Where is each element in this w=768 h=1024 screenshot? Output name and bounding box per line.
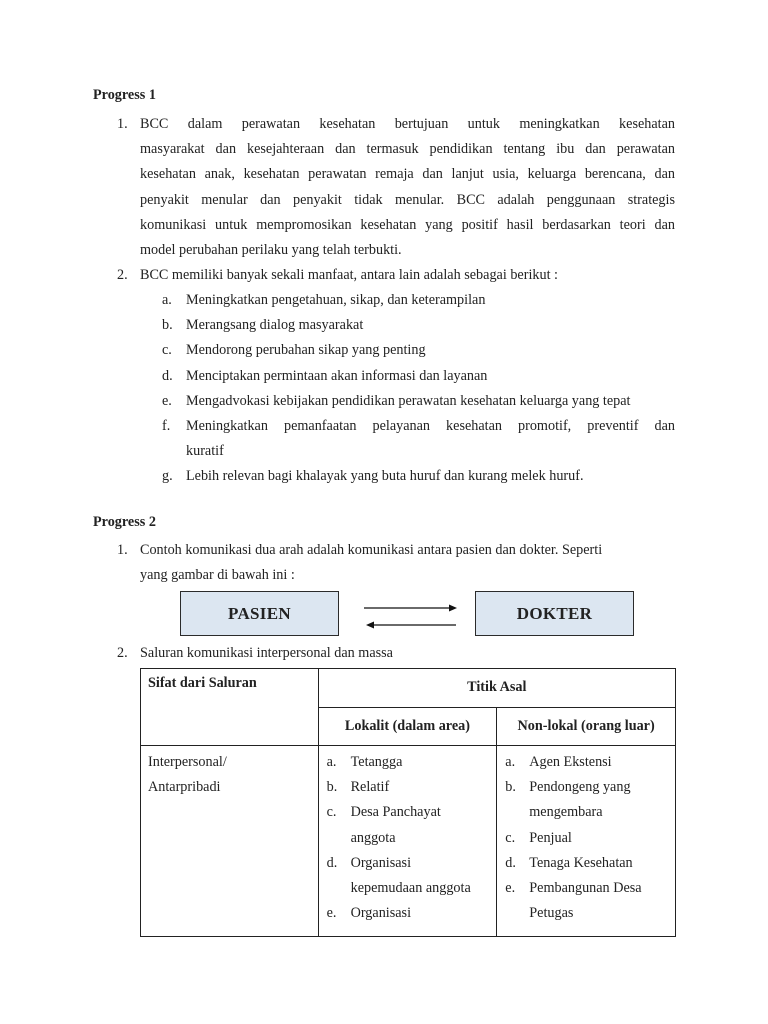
row-label-interpersonal — [141, 746, 319, 937]
row-label-line: Antarpribadi — [148, 779, 221, 796]
list-text: Organisasi — [350, 905, 412, 922]
pasien-box: PASIEN — [180, 591, 339, 636]
list-item — [327, 775, 497, 800]
list-item — [162, 313, 675, 338]
list-text — [186, 414, 675, 464]
p2-item1-number: 1. — [117, 542, 128, 558]
dokter-box: DOKTER — [475, 591, 634, 636]
list-marker: d. — [162, 367, 173, 384]
list-text: Petugas — [529, 905, 574, 922]
p1-item1-line: model perubahan perilaku yang telah terbukti. — [140, 242, 402, 259]
list-item — [327, 876, 497, 901]
p2-item1-line: Contoh komunikasi dua arah adalah komunikasi antara pasien dan dokter. Seperti — [140, 542, 603, 558]
p2-item1-line: yang gambar di bawah ini : — [140, 567, 295, 584]
list-marker — [505, 800, 529, 825]
list-text: Tenaga Kesehatan — [529, 854, 633, 871]
p1-item2-intro: BCC memiliki banyak sekali manfaat, antara lain adalah sebagai berikut : — [140, 267, 558, 283]
p1-item1-line: masyarakat dan kesejahteraan dan termasuk pendidikan tentang ibu dan perawatan — [140, 141, 675, 158]
list-text: Penjual — [529, 829, 572, 846]
header-titik-asal: Titik Asal — [318, 669, 675, 708]
progress-2-heading: Progress 2 — [93, 514, 156, 530]
p1-item1-line: kesehatan anak, kesehatan perawatan remaja dan lanjut usia, keluarga berencana, dan — [140, 166, 675, 183]
list-text: mengembara — [529, 804, 603, 821]
list-item — [505, 750, 675, 775]
list-item — [505, 826, 675, 851]
list-text: Mengadvokasi kebijakan pendidikan perawatan kesehatan keluarga yang tepat — [186, 392, 631, 409]
list-text: Menciptakan permintaan akan informasi dan layanan — [186, 367, 488, 384]
table-header-row — [141, 669, 676, 708]
list-marker: g. — [162, 468, 173, 485]
list-marker: b. — [505, 779, 516, 796]
list-item — [327, 851, 497, 876]
list-text-line: Meningkatkan pemanfaatan pelayanan kesehatan promotif, preventif dan — [186, 418, 675, 435]
p1-item1-line: BCC dalam perawatan kesehatan bertujuan untuk meningkatkan kesehatan — [140, 116, 675, 132]
list-marker: d. — [326, 854, 338, 871]
list-text: Pembangunan Desa — [529, 880, 642, 897]
arrow-right-icon — [364, 605, 457, 612]
channels-table — [140, 668, 676, 937]
list-marker: d. — [505, 854, 516, 871]
list-text: Mendorong perubahan sikap yang penting — [186, 342, 426, 359]
list-marker: c. — [326, 804, 337, 821]
list-item — [162, 364, 675, 389]
list-item — [505, 901, 675, 926]
list-text: anggota — [350, 829, 396, 846]
list-item — [327, 901, 497, 926]
list-item — [162, 414, 675, 464]
list-marker: e. — [505, 880, 516, 897]
list-text: Tetangga — [350, 754, 403, 770]
list-text: Desa Panchayat — [350, 804, 441, 821]
p1-item1-text — [140, 112, 675, 263]
list-marker: e. — [162, 392, 172, 409]
arrow-left-icon — [366, 622, 456, 629]
list-marker: b. — [326, 779, 338, 796]
p1-item1-line: penyakit menular dan penyakit tidak menular. BCC adalah penggunaan strategis — [140, 191, 675, 208]
list-marker: c. — [505, 829, 516, 846]
header-lokalit: Lokalit (dalam area) — [318, 707, 497, 746]
header-non-lokal: Non-lokal (orang luar) — [497, 707, 676, 746]
table-row — [141, 746, 676, 937]
list-item — [162, 389, 675, 414]
p2-item1-text — [140, 538, 675, 588]
list-item — [505, 800, 675, 825]
list-marker — [327, 876, 351, 901]
p1-item1-number: 1. — [117, 116, 128, 132]
list-marker: e. — [326, 905, 337, 922]
list-text: Lebih relevan bagi khalayak yang buta huruf dan kurang melek huruf. — [186, 468, 584, 485]
p1-item1-line: komunikasi untuk mempromosikan kesehatan yang positif hasil berdasarkan teori dan — [140, 216, 675, 233]
list-marker: a. — [505, 754, 516, 770]
list-item — [327, 826, 497, 851]
list-item — [505, 851, 675, 876]
list-item — [505, 876, 675, 901]
list-item — [162, 288, 675, 313]
row-label-line: Interpersonal/ — [148, 754, 227, 770]
list-item — [327, 800, 497, 825]
cell-non-lokal-list — [497, 746, 676, 937]
cell-lokalit-list — [318, 746, 497, 937]
header-sifat-saluran: Sifat dari Saluran — [141, 669, 319, 746]
list-text: Organisasi — [350, 854, 412, 871]
list-marker — [327, 826, 351, 851]
list-text: Pendongeng yang — [529, 779, 631, 796]
p1-benefits-list — [162, 288, 675, 490]
progress-1-heading: Progress 1 — [93, 87, 156, 103]
list-marker: a. — [326, 754, 337, 770]
list-item — [162, 464, 675, 489]
list-marker — [505, 901, 529, 926]
list-marker: b. — [162, 317, 173, 334]
list-text: Agen Ekstensi — [529, 754, 612, 770]
list-text: Relatif — [350, 779, 390, 796]
p1-item2-number: 2. — [117, 267, 128, 283]
list-marker: c. — [162, 342, 172, 359]
list-item — [162, 338, 675, 363]
list-text: Meningkatkan pengetahuan, sikap, dan keterampilan — [186, 292, 486, 308]
two-way-arrows — [360, 598, 460, 632]
list-marker: a. — [162, 292, 172, 308]
list-marker: f. — [162, 418, 171, 435]
list-item — [505, 775, 675, 800]
p2-item2-number: 2. — [117, 645, 128, 661]
list-text: Merangsang dialog masyarakat — [186, 317, 364, 334]
list-text: kepemudaan anggota — [350, 880, 471, 897]
list-item — [327, 750, 497, 775]
list-text-line: kuratif — [186, 443, 224, 460]
p2-item2-text: Saluran komunikasi interpersonal dan massa — [140, 645, 393, 661]
